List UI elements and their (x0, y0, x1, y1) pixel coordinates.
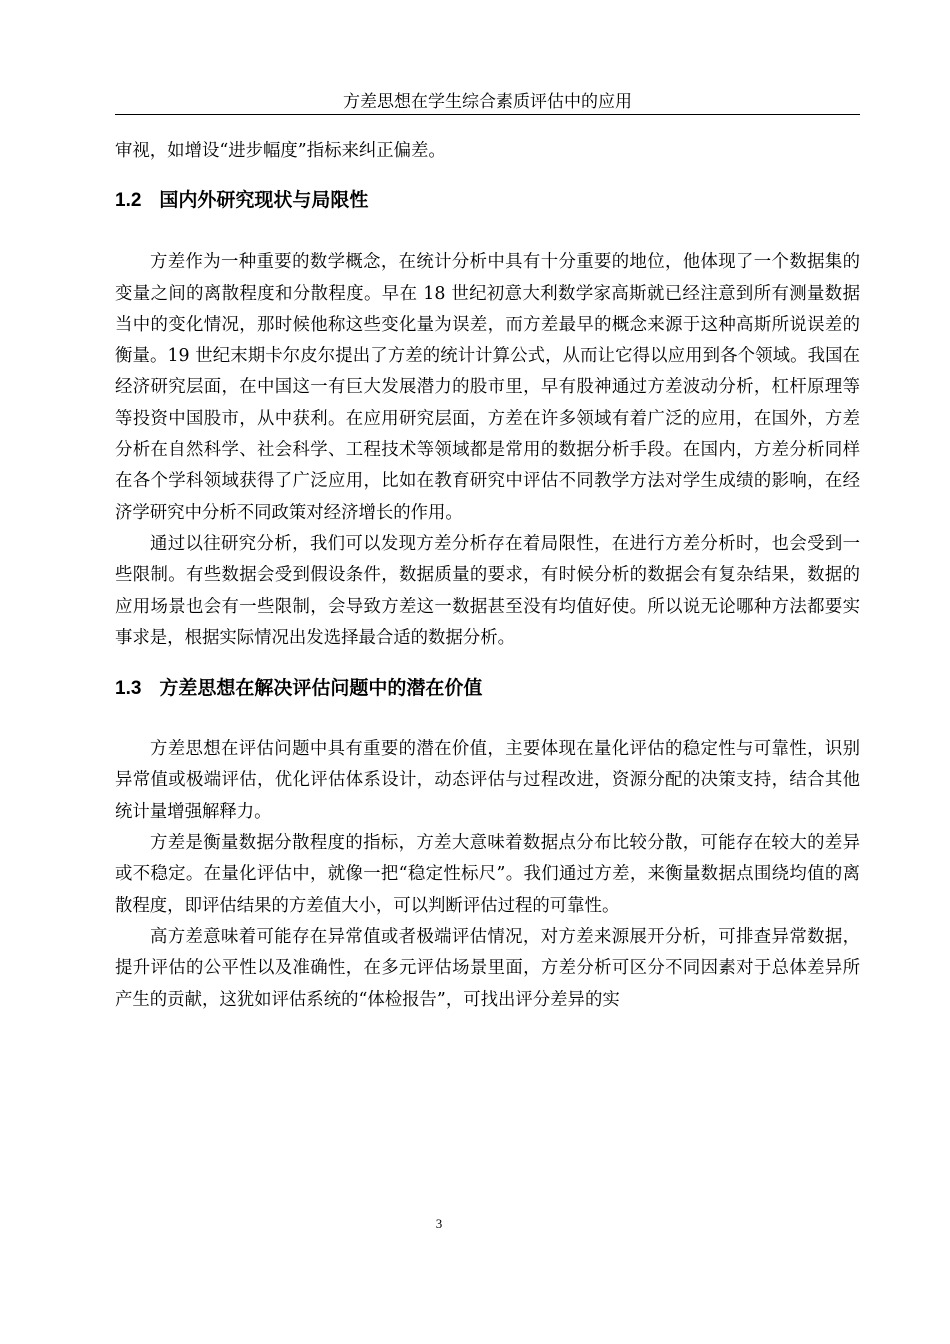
section-heading-1-3 (115, 674, 860, 703)
section-title: 国内外研究现状与局限性 (159, 189, 369, 212)
body-paragraph: 方差是衡量数据分散程度的指标，方差大意味着数据点分布比较分散，可能存在较大的差异或不稳定。在量化评估中，就像一把“稳定性标尺”。我们通过方差，来衡量数据点围绕均值的离散程度，即评估结果的方差值大小，可以判断评估过程的可靠性。 (115, 833, 860, 916)
continuation-paragraph: 审视，如增设“进步幅度”指标来纠正偏差。 (115, 141, 446, 161)
body-paragraph: 方差思想在评估问题中具有重要的潜在价值，主要体现在量化评估的稳定性与可靠性，识别异常值或极端评估，优化评估体系设计，动态评估与过程改进，资源分配的决策支持，结合其他统计量增强解释力。 (115, 739, 860, 822)
page-number-footer (0, 1216, 950, 1232)
running-header: 方差思想在学生综合素质评估中的应用 (343, 92, 632, 112)
body-paragraph: 高方差意味着可能存在异常值或者极端评估情况，对方差来源展开分析，可排查异常数据，提升评估的公平性以及准确性，在多元评估场景里面，方差分析可区分不同因素对于总体差异所产生的贡献，这犹如评估系统的“体检报告”，可找出评分差异的实 (115, 926, 860, 1010)
section-title: 方差思想在解决评估问题中的潜在价值 (159, 677, 483, 700)
section-heading-1-2 (115, 186, 860, 215)
section-number: 1.2 (115, 190, 142, 212)
page-number: 3 (435, 1216, 443, 1231)
section-number: 1.3 (115, 678, 142, 700)
body-paragraph: 通过以往研究分析，我们可以发现方差分析存在着局限性，在进行方差分析时，也会受到一些限制。有些数据会受到假设条件，数据质量的要求，有时候分析的数据会有复杂结果，数据的应用场景也会有一些限制，会导致方差这一数据甚至没有均值好使。所以说无论哪种方法都要实事求是，根据实际情况出发选择最合适的数据分析。 (115, 533, 860, 648)
page-body (115, 136, 860, 1016)
body-paragraph: 方差作为一种重要的数学概念，在统计分析中具有十分重要的地位，他体现了一个数据集的变量之间的离散程度和分散程度。早在 18 世纪初意大利数学家高斯就已经注意到所有测量数据当中的变化情况，那时候他称这些变化量为误差，而方差最早的概念来源于这种高斯所说误差的衡量。19 世纪末期卡尔皮尔提出了方差的统计计算公式，从而让它得以应用到各个领域。我国在经济研究层面，在中国这一有巨大发展潜力的股市里，早有股神通过方差波动分析，杠杆原理等等投资中国股市，从中获利。在应用研究层面，方差在许多领域有着广泛的应用，在国外，方差分析在自然科学、社会科学、工程技术等领域都是常用的数据分析手段。在国内，方差分析同样在各个学科领域获得了广泛应用，比如在教育研究中评估不同教学方法对学生成绩的影响，在经济学研究中分析不同政策对经济增长的作用。 (115, 252, 860, 523)
header-rule (115, 114, 860, 115)
